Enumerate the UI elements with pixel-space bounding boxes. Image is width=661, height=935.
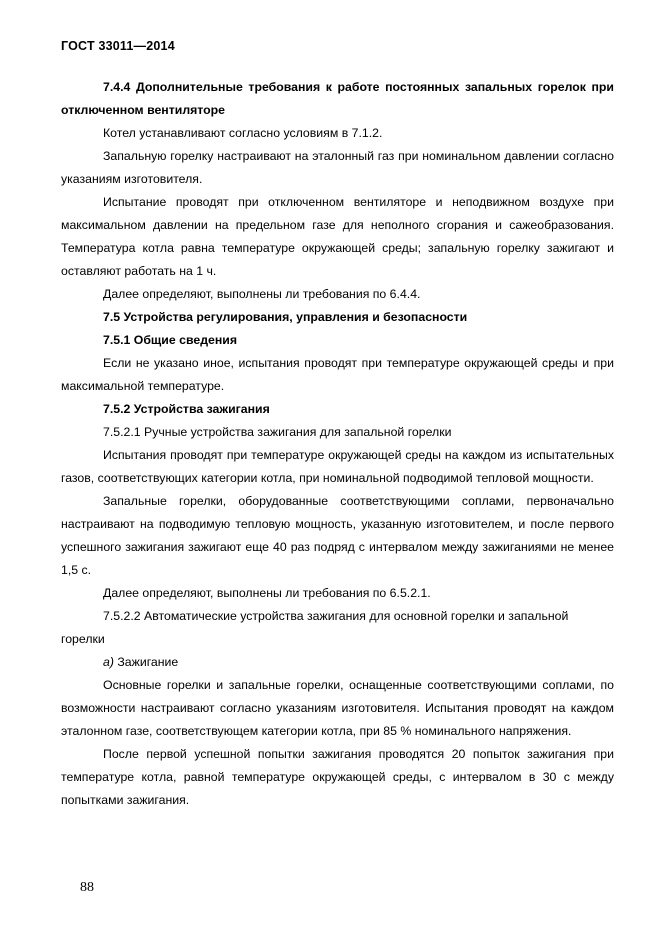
paragraph-fan-off-test: Испытание проводят при отключенном вентиляторе и неподвижном воздухе при максимальном давлении на предельном газе для неполного сгорания и сажеобразования. Температура котла равна температуре окружающей среды; запальную горелку зажигают и оставляют работать на 1 ч. — [61, 195, 614, 278]
list-item-text: Зажигание — [113, 655, 179, 669]
subsection-7-5-2-1: 7.5.2.1 Ручные устройства зажигания для запальной горелки — [103, 425, 452, 439]
paragraph-check-6-4-4: Далее определяют, выполнены ли требования по 6.4.4. — [103, 287, 421, 301]
paragraph-boiler-installation: Котел устанавливают согласно условиям в 7.1.2. — [103, 126, 383, 140]
paragraph-test-gases: Испытания проводят при температуре окружающей среды на каждом из испытательных газов, соответствующих категории котла, при номинальной подводимой тепловой мощности. — [61, 448, 614, 485]
list-item-ignition — [61, 651, 614, 674]
list-marker: а) — [103, 655, 114, 669]
section-heading-7-4-4: 7.4.4 Дополнительные требования к работе постоянных запальных горелок при отключенном вентиляторе — [61, 80, 614, 117]
section-heading-7-5: 7.5 Устройства регулирования, управления и безопасности — [103, 310, 468, 324]
section-heading-7-5-2: 7.5.2 Устройства зажигания — [103, 402, 270, 416]
subsection-7-5-2-2: 7.5.2.2 Автоматические устройства зажигания для основной горелки и запальной горелки — [61, 609, 569, 646]
paragraph-burner-setup: Основные горелки и запальные горелки, оснащенные соответствующими соплами, по возможности настраивают согласно указаниям изготовителя. Испытания проводят на каждом эталонном газе, соответствующем категории котла, при 85 % номинального напряжения. — [61, 678, 614, 738]
paragraph-ignition-attempts: После первой успешной попытки зажигания проводятся 20 попыток зажигания при температуре котла, равной температуре окружающей среды, с интервалом в 30 с между попытками зажигания. — [61, 747, 614, 807]
page-body — [61, 76, 614, 812]
page-number: 88 — [80, 880, 94, 895]
paragraph-pilot-ignition-40: Запальные горелки, оборудованные соответствующими соплами, первоначально настраивают на подводимую тепловую мощность, указанную изготовителем, и после первого успешного зажигания зажигают еще 40 раз подряд с интервалом между зажиганиями не менее 1,5 с. — [61, 494, 614, 577]
document-standard-title: ГОСТ 33011—2014 — [61, 39, 175, 53]
paragraph-pilot-adjustment: Запальную горелку настраивают на эталонный газ при номинальном давлении согласно указаниям изготовителя. — [61, 149, 614, 186]
paragraph-check-6-5-2-1: Далее определяют, выполнены ли требования по 6.5.2.1. — [103, 586, 431, 600]
section-heading-7-5-1: 7.5.1 Общие сведения — [103, 333, 237, 347]
paragraph-general-conditions: Если не указано иное, испытания проводят при температуре окружающей среды и при максимальной температуре. — [61, 356, 614, 393]
